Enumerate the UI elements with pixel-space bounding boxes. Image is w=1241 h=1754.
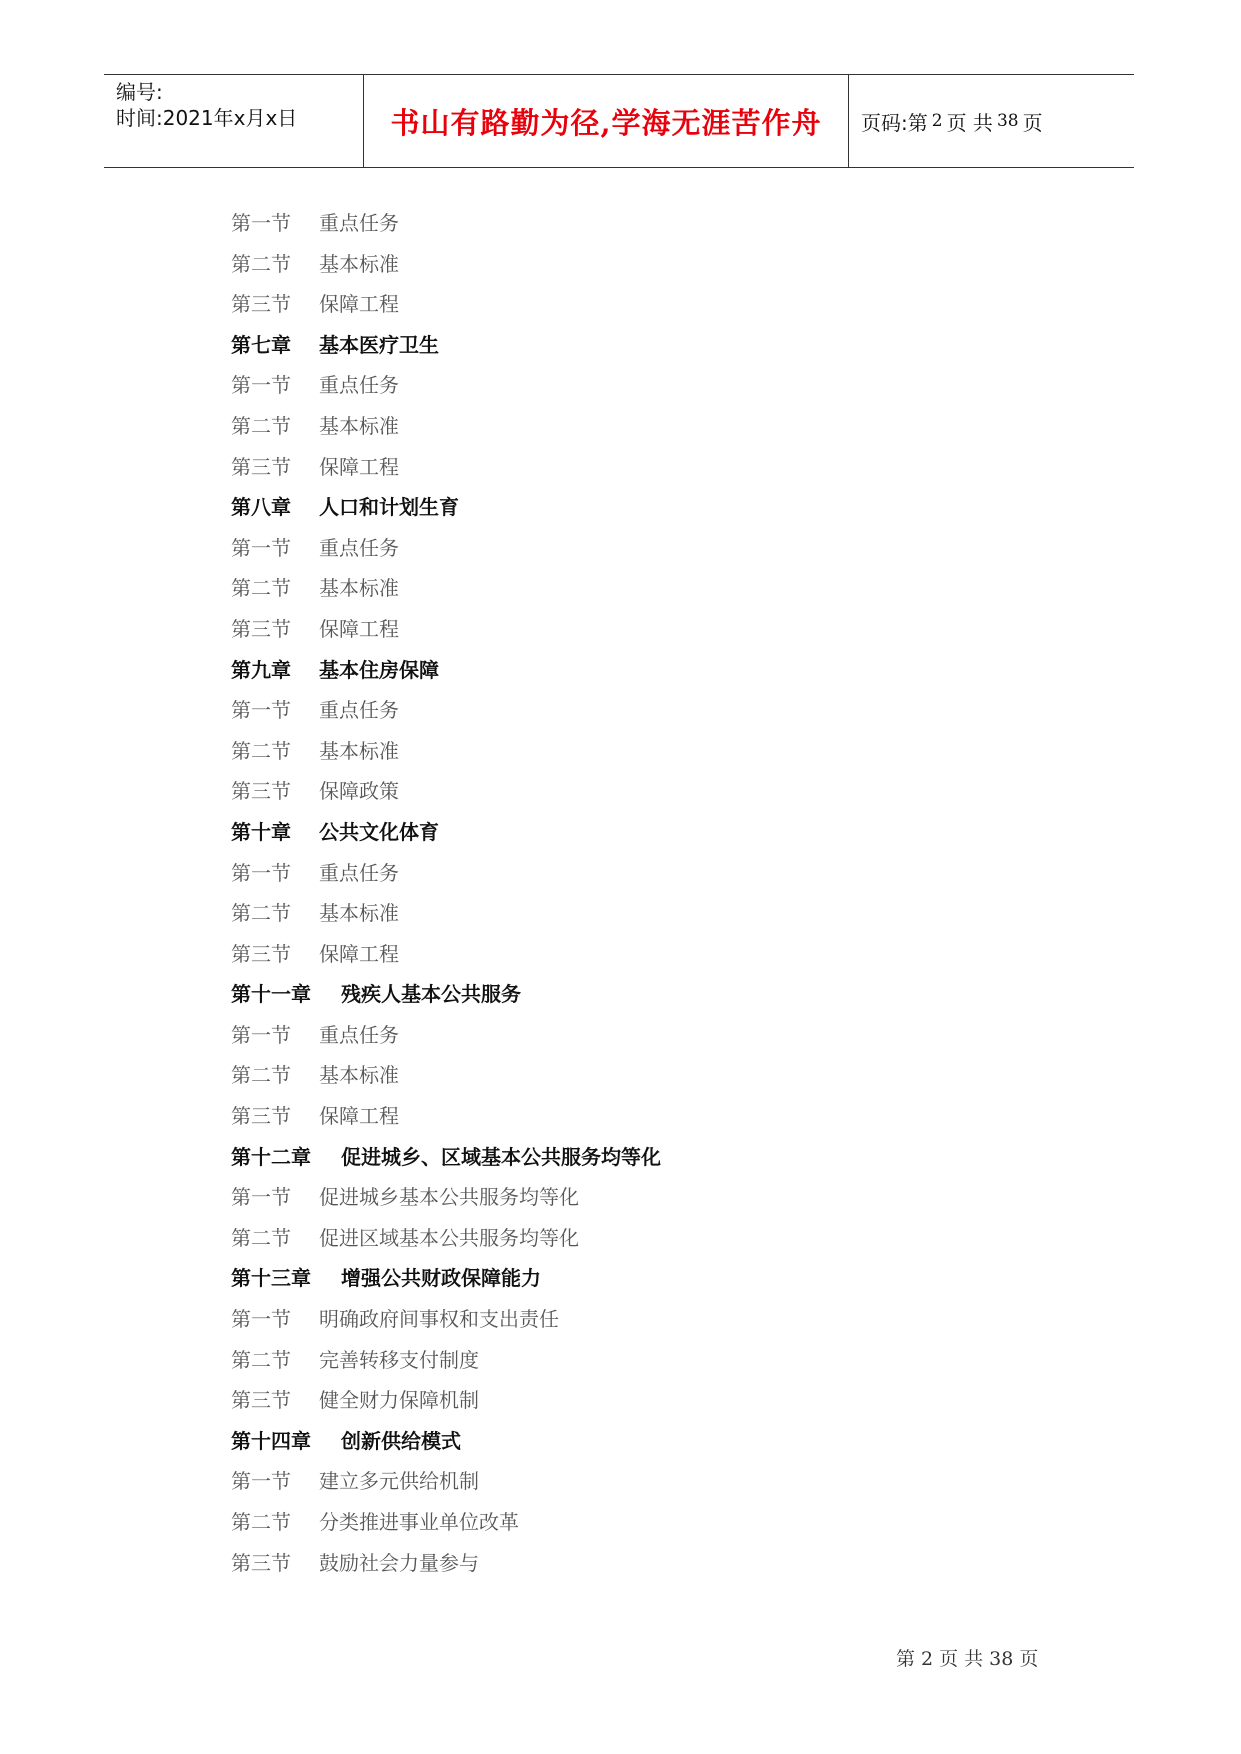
section-number: 第三节 xyxy=(231,1550,291,1575)
section-number: 第三节 xyxy=(231,1104,291,1129)
chapter-number: 第九章 xyxy=(231,657,291,682)
section-title: 重点任务 xyxy=(319,211,399,235)
section-title: 保障工程 xyxy=(319,292,399,317)
section-number: 第二节 xyxy=(231,738,291,763)
section-number: 第一节 xyxy=(231,698,291,723)
section-title: 基本标准 xyxy=(319,1063,399,1088)
toc-section-entry xyxy=(231,731,1131,772)
toc-section-entry xyxy=(231,528,1131,569)
toc-section-entry xyxy=(231,1340,1131,1381)
footer-current-page: 2 xyxy=(921,1648,934,1670)
section-title: 重点任务 xyxy=(319,535,399,560)
toc-chapter-entry xyxy=(231,1421,1131,1462)
section-title: 重点任务 xyxy=(319,1022,399,1047)
section-title: 基本标准 xyxy=(319,738,399,763)
chapter-title: 促进城乡、区域基本公共服务均等化 xyxy=(341,1144,661,1169)
section-number: 第二节 xyxy=(231,1347,291,1372)
section-number: 第二节 xyxy=(231,413,291,438)
toc-section-entry xyxy=(231,1055,1131,1096)
page-header xyxy=(104,74,1134,168)
header-page-total: 38 xyxy=(996,111,1019,131)
document-number-label: 编号: xyxy=(116,80,163,104)
chapter-title: 人口和计划生育 xyxy=(319,495,459,520)
section-title: 基本标准 xyxy=(319,576,399,601)
chapter-number: 第十章 xyxy=(231,819,291,844)
header-motto: 书山有路勤为径,学海无涯苦作舟 xyxy=(390,105,822,140)
footer-suffix: 页 xyxy=(1019,1648,1039,1670)
toc-section-entry xyxy=(231,406,1131,447)
toc-section-entry xyxy=(231,1543,1131,1584)
toc-section-entry xyxy=(231,771,1131,812)
toc-section-entry xyxy=(231,853,1131,894)
chapter-number: 第十一章 xyxy=(231,982,311,1007)
footer-prefix: 第 xyxy=(896,1648,916,1670)
chapter-title: 基本医疗卫生 xyxy=(319,332,439,357)
toc-section-entry xyxy=(231,1502,1131,1543)
toc-section-entry xyxy=(231,244,1131,285)
section-title: 重点任务 xyxy=(319,860,399,885)
section-number: 第一节 xyxy=(231,1307,291,1332)
toc-section-entry xyxy=(231,284,1131,325)
section-title: 建立多元供给机制 xyxy=(319,1469,479,1494)
section-number: 第二节 xyxy=(231,576,291,601)
toc-section-entry xyxy=(231,1015,1131,1056)
toc-section-entry xyxy=(231,690,1131,731)
section-number: 第三节 xyxy=(231,292,291,317)
chapter-title: 公共文化体育 xyxy=(319,819,439,844)
section-title: 健全财力保障机制 xyxy=(319,1388,479,1413)
section-number: 第一节 xyxy=(231,1022,291,1047)
section-title: 基本标准 xyxy=(319,251,399,276)
section-number: 第二节 xyxy=(231,1063,291,1088)
section-number: 第二节 xyxy=(231,901,291,926)
header-page-prefix: 页码:第 xyxy=(861,110,928,135)
section-title: 基本标准 xyxy=(319,901,399,926)
section-title: 保障工程 xyxy=(319,616,399,641)
toc-section-entry xyxy=(231,1096,1131,1137)
section-title: 保障工程 xyxy=(319,941,399,966)
section-number: 第一节 xyxy=(231,860,291,885)
section-title: 重点任务 xyxy=(319,373,399,398)
chapter-number: 第八章 xyxy=(231,495,291,520)
toc-chapter-entry xyxy=(231,974,1131,1015)
table-of-contents xyxy=(231,203,1131,1583)
chapter-title: 残疾人基本公共服务 xyxy=(341,982,521,1007)
section-title: 分类推进事业单位改革 xyxy=(319,1510,519,1534)
section-number: 第一节 xyxy=(231,1469,291,1494)
toc-section-entry xyxy=(231,365,1131,406)
header-page-suffix: 页 xyxy=(1022,110,1043,135)
toc-section-entry xyxy=(231,203,1131,244)
toc-chapter-entry xyxy=(231,650,1131,691)
chapter-number: 第十四章 xyxy=(231,1428,311,1453)
section-number: 第二节 xyxy=(231,1225,291,1250)
section-number: 第一节 xyxy=(231,211,291,235)
page-footer xyxy=(896,1644,1044,1671)
chapter-title: 增强公共财政保障能力 xyxy=(341,1266,541,1291)
section-title: 促进区域基本公共服务均等化 xyxy=(319,1225,579,1250)
toc-section-entry xyxy=(231,568,1131,609)
toc-section-entry xyxy=(231,934,1131,975)
section-number: 第二节 xyxy=(231,1510,291,1534)
section-number: 第三节 xyxy=(231,941,291,966)
chapter-title: 创新供给模式 xyxy=(341,1428,461,1453)
chapter-number: 第七章 xyxy=(231,332,291,357)
section-title: 明确政府间事权和支出责任 xyxy=(319,1307,559,1332)
section-title: 保障工程 xyxy=(319,454,399,479)
section-number: 第三节 xyxy=(231,454,291,479)
section-title: 保障政策 xyxy=(319,779,399,804)
document-time-label: 时间:2021年x月x日 xyxy=(116,106,298,130)
chapter-title: 基本住房保障 xyxy=(319,657,439,682)
toc-chapter-entry xyxy=(231,812,1131,853)
toc-chapter-entry xyxy=(231,1137,1131,1178)
section-title: 完善转移支付制度 xyxy=(319,1347,479,1372)
toc-chapter-entry xyxy=(231,1258,1131,1299)
toc-section-entry xyxy=(231,1177,1131,1218)
chapter-number: 第十三章 xyxy=(231,1266,311,1291)
header-meta xyxy=(104,75,364,167)
toc-section-entry xyxy=(231,1299,1131,1340)
toc-section-entry xyxy=(231,893,1131,934)
section-number: 第三节 xyxy=(231,779,291,804)
header-page-info xyxy=(849,75,1134,167)
toc-chapter-entry xyxy=(231,487,1131,528)
section-number: 第一节 xyxy=(231,535,291,560)
section-number: 第一节 xyxy=(231,1185,291,1210)
header-page-current: 2 xyxy=(931,111,943,131)
header-page-mid: 页 共 xyxy=(946,110,993,135)
footer-mid: 页 共 xyxy=(939,1648,984,1670)
toc-section-entry xyxy=(231,1380,1131,1421)
section-title: 保障工程 xyxy=(319,1104,399,1129)
toc-section-entry xyxy=(231,1218,1131,1259)
section-title: 重点任务 xyxy=(319,698,399,723)
section-number: 第二节 xyxy=(231,251,291,276)
section-title: 促进城乡基本公共服务均等化 xyxy=(319,1185,579,1210)
toc-section-entry xyxy=(231,447,1131,488)
footer-total-pages: 38 xyxy=(989,1648,1014,1670)
toc-chapter-entry xyxy=(231,325,1131,366)
section-title: 基本标准 xyxy=(319,413,399,438)
toc-section-entry xyxy=(231,1461,1131,1502)
section-number: 第一节 xyxy=(231,373,291,398)
header-motto-cell xyxy=(364,75,849,167)
section-number: 第三节 xyxy=(231,1388,291,1413)
section-number: 第三节 xyxy=(231,616,291,641)
section-title: 鼓励社会力量参与 xyxy=(319,1550,479,1575)
chapter-number: 第十二章 xyxy=(231,1144,311,1169)
toc-section-entry xyxy=(231,609,1131,650)
